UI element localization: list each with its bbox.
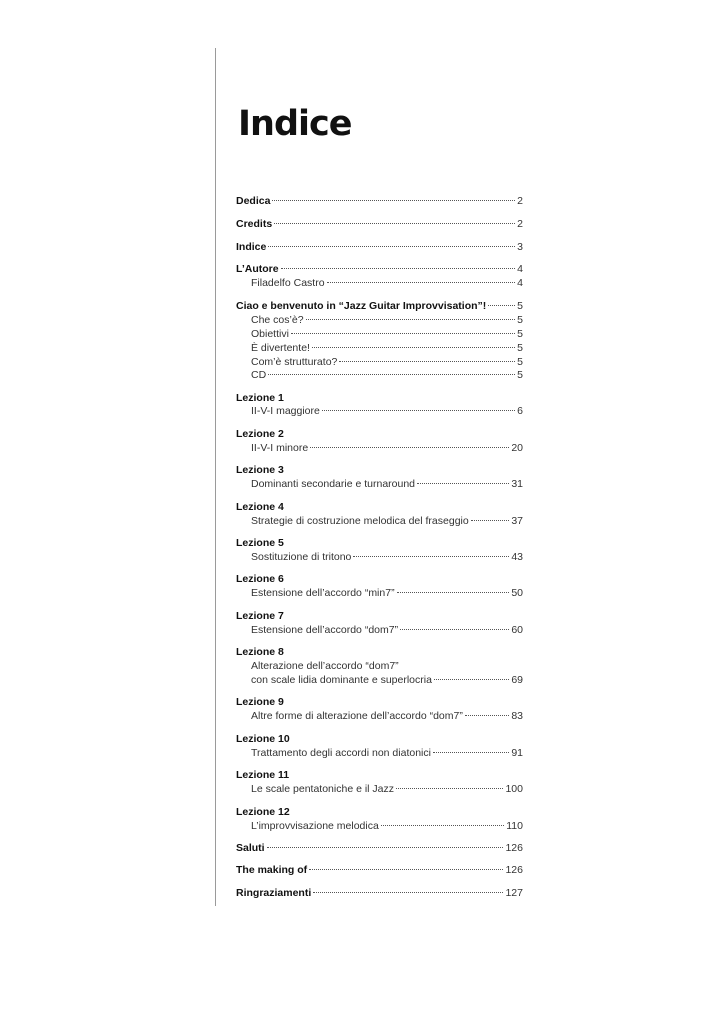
entry-label: Lezione 7 — [236, 610, 284, 622]
entry-label: con scale lidia dominante e superlocria — [251, 674, 432, 686]
toc-subentry — [251, 550, 523, 564]
page-number: 5 — [517, 342, 523, 354]
entry-label: Lezione 10 — [236, 733, 290, 745]
page-number: 4 — [517, 263, 523, 275]
dot-leader — [433, 752, 509, 753]
dot-leader — [268, 374, 515, 375]
toc-subentry — [251, 341, 523, 355]
page-number: 100 — [505, 783, 523, 795]
lesson-heading — [236, 645, 523, 659]
entry-label: Sostituzione di tritono — [251, 551, 352, 563]
dot-leader — [310, 447, 509, 448]
toc-entry — [236, 240, 523, 254]
page-number: 5 — [517, 328, 523, 340]
entry-label: Filadelfo Castro — [251, 277, 325, 289]
entry-label: Lezione 12 — [236, 806, 290, 818]
lesson-heading — [236, 732, 523, 746]
page-number: 2 — [517, 218, 523, 230]
entry-label: II-V-I maggiore — [251, 405, 320, 417]
page-number: 37 — [511, 515, 523, 527]
dot-leader — [400, 629, 509, 630]
margin-rule — [215, 48, 216, 906]
entry-label: L’Autore — [236, 263, 279, 275]
page-number: 91 — [511, 747, 523, 759]
toc-subentry — [251, 746, 523, 760]
entry-label: Ciao e benvenuto in “Jazz Guitar Improvvisation”! — [236, 300, 487, 312]
lesson-heading — [236, 805, 523, 819]
page-number: 110 — [506, 820, 523, 832]
entry-label: Estensione dell’accordo “dom7” — [251, 624, 399, 636]
page-number: 69 — [511, 674, 523, 686]
toc-subentry — [251, 514, 523, 528]
dot-leader — [397, 592, 510, 593]
toc-subentry — [251, 276, 523, 290]
dot-leader — [465, 715, 509, 716]
page-number: 83 — [511, 710, 523, 722]
entry-label: Altre forme di alterazione dell’accordo “dom7” — [251, 710, 463, 722]
entry-label: È divertente! — [251, 342, 310, 354]
toc-subentry — [251, 586, 523, 600]
entry-label: Lezione 5 — [236, 537, 284, 549]
dot-leader — [434, 679, 509, 680]
entry-label: Lezione 6 — [236, 573, 284, 585]
entry-label: Credits — [236, 218, 273, 230]
lesson-heading — [236, 500, 523, 514]
entry-label: Dedica — [236, 195, 271, 207]
entry-label: Lezione 9 — [236, 696, 284, 708]
page-number: 127 — [505, 887, 523, 899]
entry-label: Lezione 11 — [236, 769, 290, 781]
page-number: 4 — [517, 277, 523, 289]
page-number: 5 — [517, 369, 523, 381]
toc-entry — [236, 217, 523, 231]
page-number: 60 — [511, 624, 523, 636]
toc-entry — [236, 194, 523, 208]
page-number: 5 — [517, 300, 523, 312]
toc-entry — [236, 299, 523, 313]
toc-subentry — [251, 782, 523, 796]
entry-label: Lezione 3 — [236, 464, 284, 476]
lesson-heading — [236, 695, 523, 709]
toc-entry — [236, 886, 523, 900]
dot-leader — [353, 556, 509, 557]
entry-label: Lezione 8 — [236, 646, 284, 658]
toc-entry — [236, 863, 523, 877]
dot-leader — [327, 282, 516, 283]
page-number: 5 — [517, 356, 523, 368]
entry-label: Trattamento degli accordi non diatonici — [251, 747, 431, 759]
toc-subentry — [251, 313, 523, 327]
entry-label: Lezione 2 — [236, 428, 284, 440]
lesson-heading — [236, 427, 523, 441]
dot-leader — [274, 223, 515, 224]
page-number: 3 — [517, 241, 523, 253]
lesson-heading — [236, 609, 523, 623]
dot-leader — [322, 410, 515, 411]
dot-leader — [291, 333, 515, 334]
entry-label: Lezione 1 — [236, 392, 284, 404]
dot-leader — [488, 305, 515, 306]
entry-label: The making of — [236, 864, 308, 876]
dot-leader — [268, 246, 515, 247]
toc-subentry — [251, 477, 523, 491]
dot-leader — [306, 319, 516, 320]
entry-label: Indice — [236, 241, 267, 253]
entry-label: L’improvvisazione melodica — [251, 820, 379, 832]
dot-leader — [471, 520, 510, 521]
dot-leader — [281, 268, 516, 269]
dot-leader — [381, 825, 504, 826]
page-title: Indice — [238, 104, 352, 144]
entry-label: Estensione dell’accordo “min7” — [251, 587, 395, 599]
dot-leader — [267, 847, 504, 848]
lesson-heading — [236, 572, 523, 586]
entry-label: Saluti — [236, 842, 265, 854]
entry-label: Dominanti secondarie e turnaround — [251, 478, 416, 490]
page-number: 43 — [511, 551, 523, 563]
entry-label: Com’è strutturato? — [251, 356, 338, 368]
entry-label: CD — [251, 369, 267, 381]
toc-subentry — [251, 368, 523, 382]
entry-label: Lezione 4 — [236, 501, 284, 513]
page-number: 50 — [511, 587, 523, 599]
lesson-heading — [236, 391, 523, 405]
page-number: 126 — [505, 864, 523, 876]
toc-subentry — [251, 819, 523, 833]
toc-subentry — [251, 673, 523, 687]
lesson-heading — [236, 536, 523, 550]
entry-label: Le scale pentatoniche e il Jazz — [251, 783, 395, 795]
entry-label: Ringraziamenti — [236, 887, 312, 899]
lesson-heading — [236, 463, 523, 477]
dot-leader — [339, 361, 515, 362]
toc-subentry — [251, 355, 523, 369]
page-number: 2 — [517, 195, 523, 207]
toc-subentry — [251, 623, 523, 637]
toc-entry — [236, 262, 523, 276]
entry-label: Che cos’è? — [251, 314, 304, 326]
lesson-heading — [236, 768, 523, 782]
dot-leader — [272, 200, 515, 201]
toc-subentry — [251, 709, 523, 723]
page-number: 5 — [517, 314, 523, 326]
toc-subentry — [251, 404, 523, 418]
toc-entry — [236, 841, 523, 855]
toc-subentry — [251, 327, 523, 341]
entry-label: Obiettivi — [251, 328, 289, 340]
entry-label: Alterazione dell’accordo “dom7” — [251, 660, 399, 672]
dot-leader — [309, 869, 503, 870]
dot-leader — [417, 483, 509, 484]
page-number: 20 — [511, 442, 523, 454]
toc-subentry — [251, 659, 523, 673]
dot-leader — [313, 892, 503, 893]
page-number: 6 — [517, 405, 523, 417]
toc-subentry — [251, 441, 523, 455]
entry-label: II-V-I minore — [251, 442, 309, 454]
page-number: 126 — [505, 842, 523, 854]
dot-leader — [312, 347, 515, 348]
entry-label: Strategie di costruzione melodica del fraseggio — [251, 515, 469, 527]
page-number: 31 — [511, 478, 523, 490]
dot-leader — [396, 788, 503, 789]
